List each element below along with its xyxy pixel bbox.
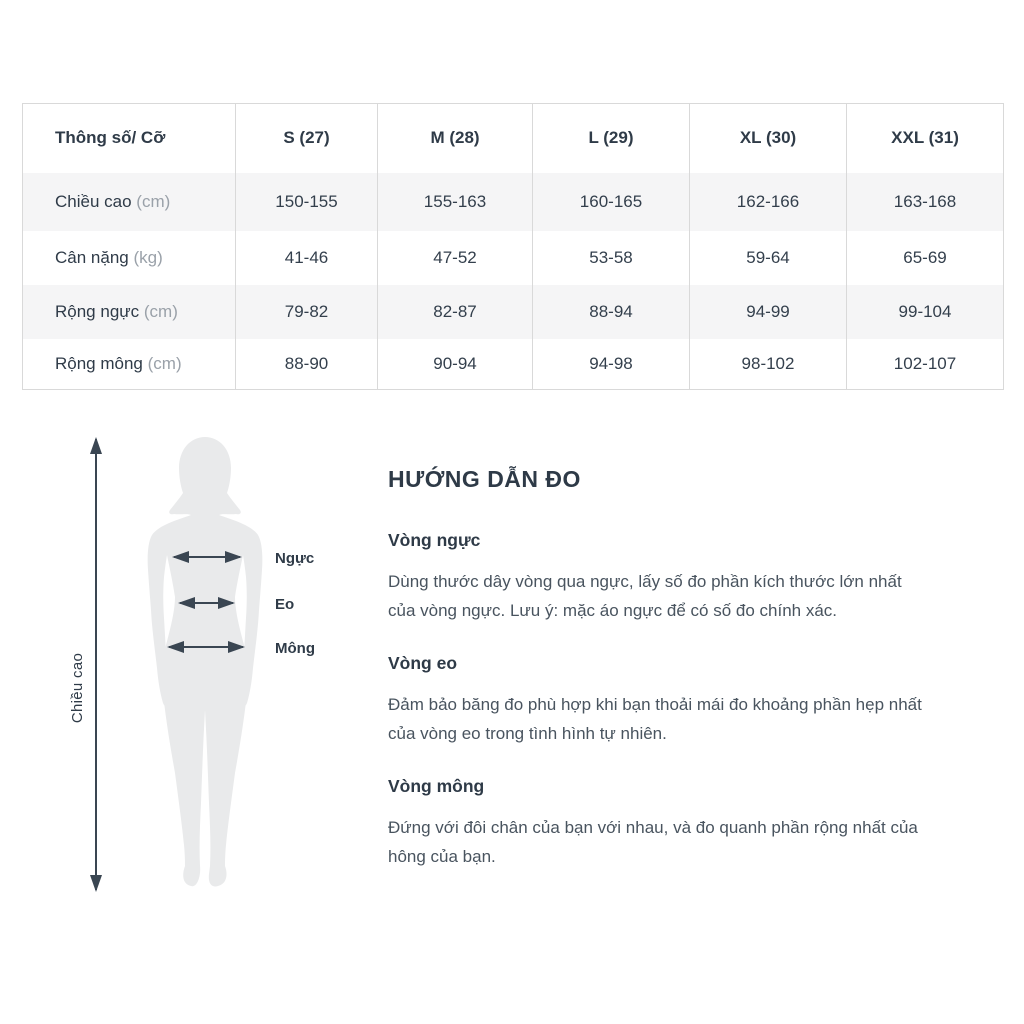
header-cell-size-m: M (28)	[378, 104, 533, 173]
hip-label: Mông	[275, 640, 315, 657]
row-label: Chiều cao	[55, 191, 132, 211]
header-cell-size-xl: XL (30)	[690, 104, 847, 173]
guide-title: HƯỚNG DẪN ĐO	[388, 466, 581, 492]
table-row-weight	[23, 231, 1004, 285]
table-cell: 150-155	[236, 173, 378, 231]
waist-label: Eo	[275, 596, 295, 613]
table-cell: 79-82	[236, 285, 378, 339]
table-cell: 41-46	[236, 231, 378, 285]
size-chart-table	[22, 103, 1004, 390]
table-cell: 99-104	[847, 285, 1004, 339]
size-table-section	[22, 103, 1004, 390]
section-body: Đảm bảo băng đo phù hợp khi bạn thoải mái đo khoảng phần hẹp nhất của vòng eo trong tình hình tự nhiên.	[388, 695, 922, 743]
table-cell: 47-52	[378, 231, 533, 285]
row-label-cell	[23, 173, 236, 231]
row-label: Cân nặng	[55, 247, 129, 267]
table-cell: 65-69	[847, 231, 1004, 285]
table-row-hip	[23, 339, 1004, 390]
row-label: Rộng ngực	[55, 301, 140, 321]
row-unit: (kg)	[133, 247, 163, 267]
table-cell: 162-166	[690, 173, 847, 231]
table-cell: 53-58	[533, 231, 690, 285]
guide-section-chest	[388, 530, 923, 625]
header-cell-params: Thông số/ Cỡ	[55, 128, 166, 148]
guide-section-waist	[388, 653, 923, 748]
table-cell: 94-99	[690, 285, 847, 339]
section-body: Dùng thước dây vòng qua ngực, lấy số đo phần kích thước lớn nhất của vòng ngực. Lưu ý: mặc áo ngực để có số đo chính xác.	[388, 572, 902, 620]
header-cell-size-s: S (27)	[236, 104, 378, 173]
table-cell: 59-64	[690, 231, 847, 285]
table-cell: 163-168	[847, 173, 1004, 231]
table-row-chest	[23, 285, 1004, 339]
table-cell: 94-98	[533, 339, 690, 390]
row-unit: (cm)	[143, 301, 178, 321]
header-cell-size-l: L (29)	[533, 104, 690, 173]
section-heading: Vòng mông	[388, 776, 485, 796]
table-cell: 90-94	[378, 339, 533, 390]
height-label: Chiều cao	[69, 652, 86, 724]
table-cell: 82-87	[378, 285, 533, 339]
section-heading: Vòng eo	[388, 653, 458, 673]
measuring-guide	[388, 466, 923, 899]
row-unit: (cm)	[147, 353, 182, 373]
body-silhouette	[148, 437, 263, 886]
header-cell-size-xxl: XXL (31)	[847, 104, 1004, 173]
table-cell: 155-163	[378, 173, 533, 231]
chest-label: Ngực	[275, 550, 315, 567]
row-label-cell	[23, 285, 236, 339]
row-label-cell	[23, 339, 236, 390]
table-row-height	[23, 173, 1004, 231]
measurement-diagram	[55, 425, 365, 905]
row-label: Rộng mông	[55, 353, 143, 373]
row-label-cell	[23, 231, 236, 285]
table-header-row	[23, 104, 1004, 173]
table-cell: 98-102	[690, 339, 847, 390]
table-cell: 88-90	[236, 339, 378, 390]
table-cell: 88-94	[533, 285, 690, 339]
section-body: Đứng với đôi chân của bạn với nhau, và đo quanh phần rộng nhất của hông của bạn.	[388, 818, 918, 866]
guide-section-hip	[388, 776, 923, 871]
section-heading: Vòng ngực	[388, 530, 481, 550]
row-unit: (cm)	[136, 191, 171, 211]
table-cell: 160-165	[533, 173, 690, 231]
table-cell: 102-107	[847, 339, 1004, 390]
